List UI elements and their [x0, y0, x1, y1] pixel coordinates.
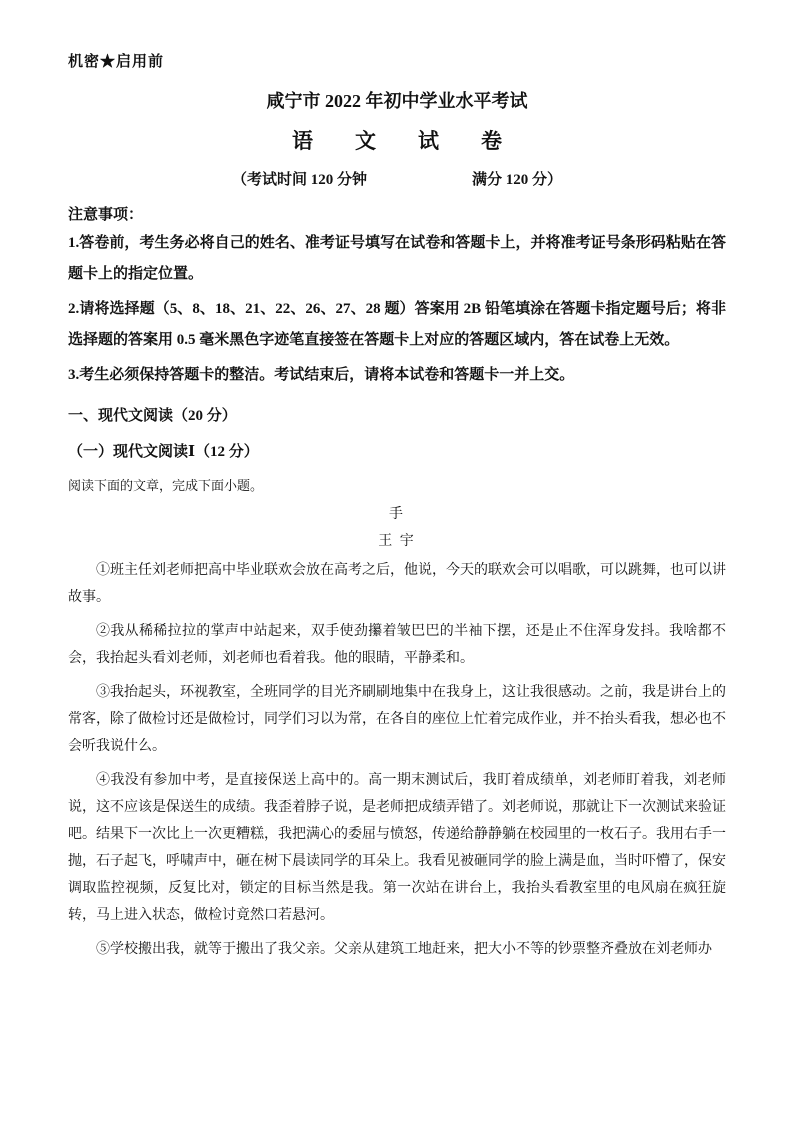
article-author: 王 宇 [378, 534, 416, 549]
article-paragraph-5: ⑤学校搬出我，就等于搬出了我父亲。父亲从建筑工地赶来，把大小不等的钞票整齐叠放在刘老师办 [96, 942, 712, 957]
notice-item-2: 2.请将选择题（5、8、18、21、22、26、27、28 题）答案用 2B 铅笔填涂在答题卡指定题号后；将非选择题的答案用 0.5 毫米黑色字迹笔直接签在答题卡上对应的答题区域内，答在试卷上无效。 [68, 301, 726, 348]
confidential-label: 机密★启用前 [68, 54, 165, 70]
exam-title: 咸宁市 2022 年初中学业水平考试 [266, 91, 528, 111]
subsection-heading-reading-1: （一）现代文阅读Ⅰ（12 分） [68, 444, 259, 460]
subject-title: 语 文 试 卷 [292, 129, 502, 153]
article-paragraph-4: ④我没有参加中考，是直接保送上高中的。高一期末测试后，我盯着成绩单，刘老师盯着我，刘老师说，这不应该是保送生的成绩。我歪着脖子说，是老师把成绩弄错了。刘老师说，那就让下一次测试来验证吧。结果下一次比上一次更糟糕，我把满心的委屈与愤怒，传递给静静躺在校园里的一枚石子。我用右手一抛，石子起飞，呼啸声中，砸在树下晨读同学的耳朵上。我看见被砸同学的脸上满是血，当时吓懵了，保安调取监控视频，反复比对，锁定的目标当然是我。第一次站在讲台上，我抬头看教室里的电风扇在疯狂旋转，马上进入状态，做检讨竟然口若悬河。 [68, 773, 726, 923]
article-paragraph-2: ②我从稀稀拉拉的掌声中站起来，双手使劲攥着皱巴巴的半袖下摆，还是止不住浑身发抖。我啥都不会，我抬起头看刘老师，刘老师也看着我。他的眼睛，平静柔和。 [68, 624, 726, 666]
notice-item-1: 1.答卷前，考生务必将自己的姓名、准考证号填写在试卷和答题卡上，并将准考证号条形码粘贴在答题卡上的指定位置。 [68, 235, 726, 282]
article-paragraph-3: ③我抬起头，环视教室，全班同学的目光齐刷刷地集中在我身上，这让我很感动。之前，我是讲台上的常客，除了做检讨还是做检讨，同学们习以为常，在各自的座位上忙着完成作业，并不抬头看我，想必也不会听我说什么。 [68, 685, 726, 754]
notice-item-3: 3.考生必须保持答题卡的整洁。考试结束后，请将本试卷和答题卡一并上交。 [68, 367, 575, 383]
notice-heading: 注意事项： [68, 207, 144, 223]
article-title: 手 [389, 507, 405, 522]
reading-instruction: 阅读下面的文章，完成下面小题。 [68, 478, 264, 493]
article-paragraph-1: ①班主任刘老师把高中毕业联欢会放在高考之后，他说，今天的联欢会可以唱歌，可以跳舞，也可以讲故事。 [68, 563, 726, 605]
section-heading-modern-reading: 一、现代文阅读（20 分） [68, 408, 237, 424]
exam-duration-and-score: （考试时间 120 分钟 满分 120 分） [231, 172, 562, 188]
